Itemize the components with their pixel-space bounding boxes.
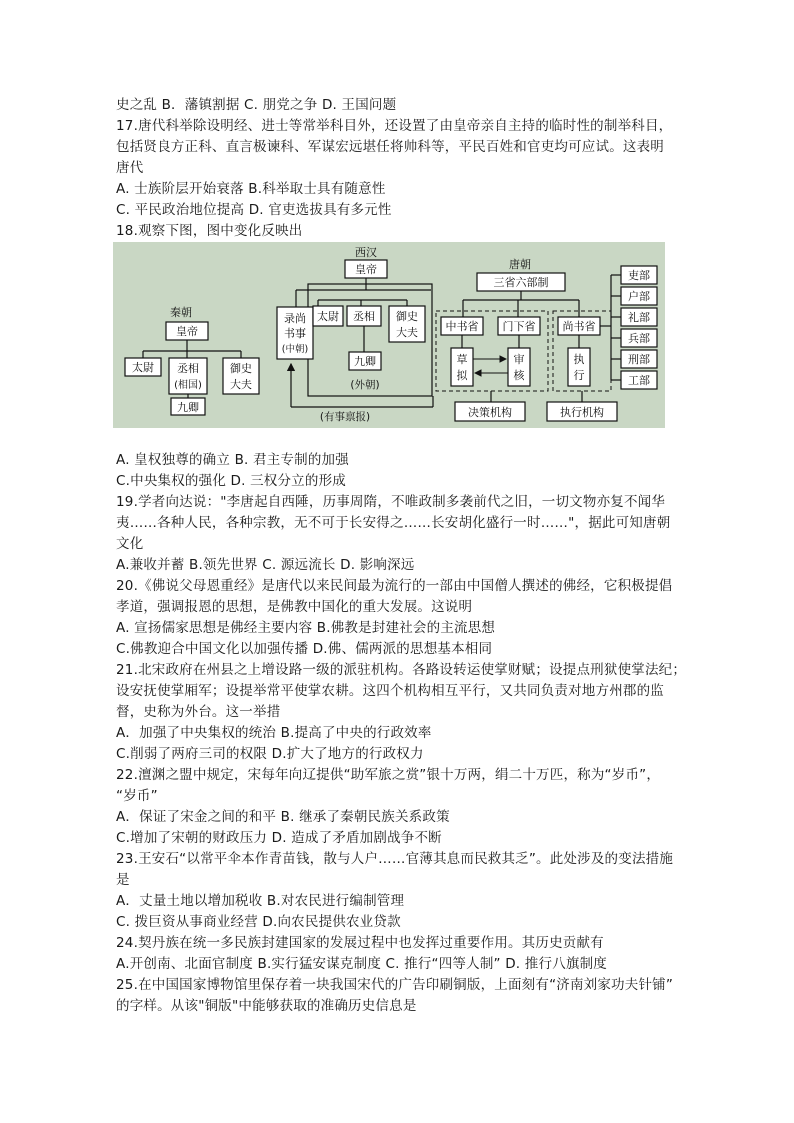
han-title: 西汉 [355, 246, 377, 259]
tang-draft-1: 草 [456, 353, 468, 366]
answer-options: C.佛教迎合中国文化以加强传播 D.佛、儒两派的思想基本相同 [116, 641, 493, 657]
answer-options: A. 皇权独尊的确立 B. 君主专制的加强 [116, 452, 349, 468]
tang-execute-1: 执 [573, 353, 585, 366]
qin-section [125, 305, 259, 415]
qin-jiuqing: 九卿 [177, 401, 199, 414]
answer-options: C.削弱了两府三司的权限 D.扩大了地方的行政权力 [116, 746, 424, 762]
text-line: 夷……各种人民，各种宗教，无不可于长安得之……长安胡化盛行一时……"，据此可知唐朝 [116, 515, 671, 531]
han-yushi-2: 大夫 [396, 326, 418, 339]
tang-draft-2: 拟 [456, 369, 468, 382]
text-line: 孝道，强调报恩的思想，是佛教中国化的重大发展。这说明 [116, 599, 473, 615]
text-line: 包括贤良方正科、直言极谏科、军谋宏远堪任将帅科等，平民百姓和官吏均可应试。这表明 [116, 139, 664, 155]
tang-shangshu: 尚书省 [562, 320, 596, 333]
han-emperor: 皇帝 [355, 263, 377, 276]
government-structure-diagram [113, 242, 665, 428]
qin-title: 秦朝 [170, 306, 192, 319]
tang-decision-label: 决策机构 [468, 406, 512, 419]
han-section [277, 246, 433, 423]
answer-options: C. 平民政治地位提高 D. 官吏选拔具有多元性 [116, 202, 392, 218]
text-line: 文化 [116, 536, 144, 552]
ministry-hu: 户部 [628, 290, 650, 303]
qin-yushi-1: 御史 [230, 362, 252, 375]
qin-xiangguo: (相国) [174, 380, 202, 391]
answer-options: A.兼收并蓄 B.领先世界 C. 源远流长 D. 影响深远 [116, 557, 415, 573]
tang-execute-2: 行 [573, 369, 585, 382]
tang-title: 唐朝 [509, 258, 531, 271]
question-22-stem: 22.澶渊之盟中规定，宋每年向辽提供“助军旅之赏”银十万两，绢二十万匹，称为“岁币”， [116, 767, 661, 783]
han-yushi-1: 御史 [396, 310, 418, 323]
question-17-stem: 17.唐代科举除设明经、进士等常举科目外，还设置了由皇帝亲自主持的临时性的制举科目， [116, 118, 673, 134]
text-line: 是 [116, 872, 130, 888]
answer-options: A．丈量土地以增加税收 B.对农民进行编制管理 [116, 893, 405, 909]
han-lu-1: 录尚 [284, 312, 306, 325]
question-23-stem: 23.王安石“以常平伞本作青苗钱，散与人户……官薄其息而民救其乏”。此处涉及的变法措施 [116, 851, 674, 867]
han-lu-2: 书事 [284, 327, 306, 340]
tang-section [436, 257, 657, 421]
answer-options: A. 士族阶层开始衰落 B.科举取士具有随意性 [116, 181, 386, 197]
han-taiwei: 太尉 [317, 310, 339, 323]
han-jiuqing: 九卿 [354, 355, 376, 368]
tang-review-2: 核 [513, 369, 525, 382]
answer-options: A. 宣扬儒家思想是佛经主要内容 B.佛教是封建社会的主流思想 [116, 620, 496, 636]
question-21-stem: 21.北宋政府在州县之上增设路一级的派驻机构。各路设转运使掌财赋；设提点刑狱使掌法纪； [116, 662, 687, 678]
question-18-stem: 18.观察下图，图中变化反映出 [116, 223, 303, 239]
text-line: 督，史称为外台。这一举措 [116, 704, 281, 720]
han-youshi: (有事禀报) [319, 411, 371, 423]
ministry-works: 工部 [628, 374, 650, 387]
answer-options: A．加强了中央集权的统治 B.提高了中央的行政效率 [116, 725, 432, 741]
answer-options: C.增加了宋朝的财政压力 D. 造成了矛盾加剧战争不断 [116, 830, 442, 846]
tang-zhongshu: 中书省 [445, 320, 479, 333]
answer-options: A．保证了宋金之间的和平 B. 继承了秦朝民族关系政策 [116, 809, 450, 825]
han-chengxiang: 丞相 [353, 310, 375, 323]
qin-yushi-2: 大夫 [230, 378, 252, 391]
ministry-li: 吏部 [628, 269, 650, 282]
han-waichao: (外朝) [350, 379, 380, 391]
qin-chengxiang: 丞相 [177, 362, 199, 375]
question-19-stem: 19.学者向达说："李唐起自西陲，历事周隋，不唯政制多袭前代之旧，一切文物亦复不闻华 [116, 494, 666, 510]
qin-emperor: 皇帝 [176, 325, 198, 338]
ministry-war: 兵部 [628, 332, 650, 345]
answer-options: C.中央集权的强化 D. 三权分立的形成 [116, 473, 346, 489]
text-line: “岁币” [116, 788, 158, 804]
text-line: 史之乱 B．藩镇割据 C. 朋党之争 D. 王国问题 [116, 97, 397, 113]
text-line: 设安抚使掌厢军；设提举常平使掌农耕。这四个机构相互平行，又共同负责对地方州郡的监 [116, 683, 664, 699]
text-line: 唐代 [116, 160, 144, 176]
text-line: 的字样。从该"铜版"中能够获取的准确历史信息是 [116, 998, 417, 1014]
answer-options: A.开创南、北面官制度 B.实行猛安谋克制度 C. 推行“四等人制” D. 推行八旗制度 [116, 956, 607, 972]
tang-review-1: 审 [513, 353, 525, 366]
tang-system: 三省六部制 [493, 276, 549, 289]
question-25-stem: 25.在中国国家博物馆里保存着一块我国宋代的广告印刷铜版，上面刻有“济南刘家功夫针铺” [116, 977, 674, 993]
tang-menxia: 门下省 [502, 320, 536, 333]
han-lu-3: (中朝) [281, 344, 309, 355]
ministry-rites: 礼部 [628, 311, 650, 324]
ministry-justice: 刑部 [628, 353, 650, 366]
qin-taiwei: 太尉 [132, 361, 154, 374]
tang-execution-label: 执行机构 [560, 406, 604, 419]
question-20-stem: 20.《佛说父母恩重经》是唐代以来民间最为流行的一部由中国僧人撰述的佛经，它积极提倡 [116, 578, 673, 594]
answer-options: C. 拨巨资从事商业经营 D.向农民提供农业贷款 [116, 914, 401, 930]
question-24-stem: 24.契丹族在统一多民族封建国家的发展过程中也发挥过重要作用。其历史贡献有 [116, 935, 604, 951]
